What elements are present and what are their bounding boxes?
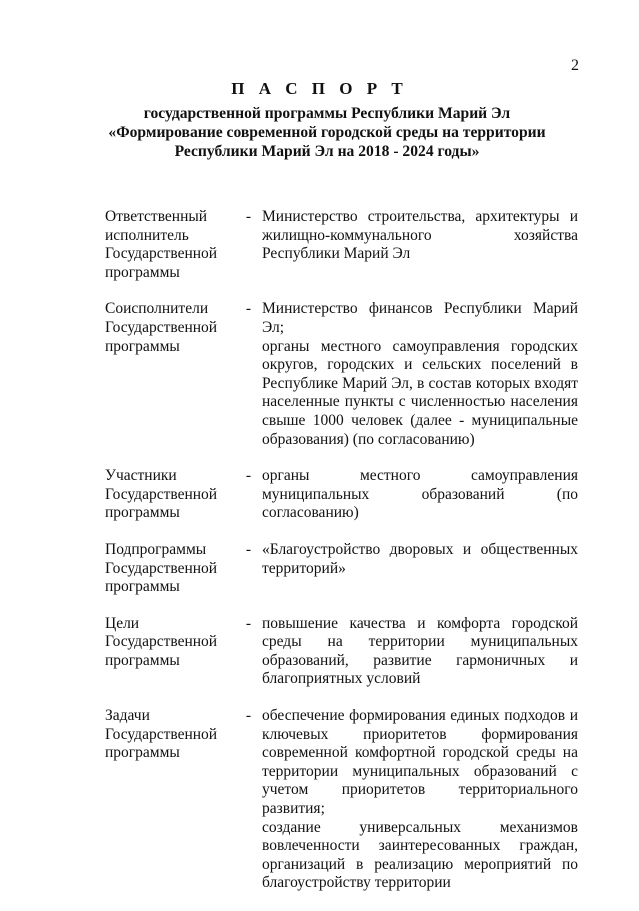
row-value: [262, 208, 578, 264]
row-label: Соисполнители Государственной программы: [105, 300, 218, 355]
row-dash: -: [245, 707, 252, 725]
document-title: П А С П О Р Т: [231, 79, 408, 98]
row-value-paragraph: «Благоустройство дворовых и общественных территорий»: [262, 540, 578, 577]
passport-row-tasks: [105, 707, 578, 893]
row-label: Задачи Государственной программы: [105, 707, 218, 762]
passport-row-co-executors: [105, 300, 578, 449]
passport-row-subprograms: [105, 541, 578, 597]
row-dash: -: [245, 467, 252, 485]
row-label: Ответственный исполнитель Государственной программы: [105, 208, 218, 281]
row-value-paragraph: Министерство строительства, архитектуры и жилищно-коммунального хозяйства Республики Марий Эл: [262, 208, 578, 263]
document-subtitle: государственной программы Республики Марий Эл «Формирование современной городской среды на территории Республики Марий Эл на 2018 - 2024 годы»: [108, 105, 546, 160]
row-dash: -: [245, 540, 252, 558]
passport-row-participants: [105, 467, 578, 523]
row-dash: -: [245, 300, 252, 318]
row-dash: -: [245, 614, 252, 632]
row-value: [262, 467, 578, 523]
row-value-paragraph: обеспечение формирования единых подходов и ключевых приоритетов формирования современной комфортной городской среды на территории муниципальных образований с учетом приоритетов территориального развития;: [262, 707, 578, 818]
passport-row-goals: [105, 615, 578, 689]
row-value: [262, 707, 578, 893]
row-value-paragraph: органы местного самоуправления городских округов, городских и сельских поселений в Республике Марий Эл, в состав которых входят населенные пункты с численностью населения свыше 1000 человек (далее - муниципальные образования) (по согласованию): [262, 337, 578, 448]
row-value: [262, 300, 578, 449]
row-value-paragraph: создание универсальных механизмов вовлеченности заинтересованных граждан, организаций в реализацию мероприятий по благоустройству территории: [262, 818, 578, 892]
row-label: Подпрограммы Государственной программы: [105, 540, 218, 596]
row-dash: -: [245, 208, 252, 225]
row-value-paragraph: органы местного самоуправления муниципальных образований (по согласованию): [262, 467, 578, 522]
passport-table: [105, 208, 578, 911]
row-label: Участники Государственной программы: [105, 467, 218, 522]
passport-row-responsible-executor: [105, 208, 578, 282]
row-value-paragraph: Министерство финансов Республики Марий Эл;: [262, 300, 578, 336]
row-value: [262, 541, 578, 578]
row-value-paragraph: повышение качества и комфорта городской среды на территории муниципальных образований, развитие гармоничных и благоприятных условий: [262, 614, 578, 688]
row-label: Цели Государственной программы: [105, 614, 218, 669]
page-number: 2: [571, 57, 579, 74]
row-value: [262, 615, 578, 689]
